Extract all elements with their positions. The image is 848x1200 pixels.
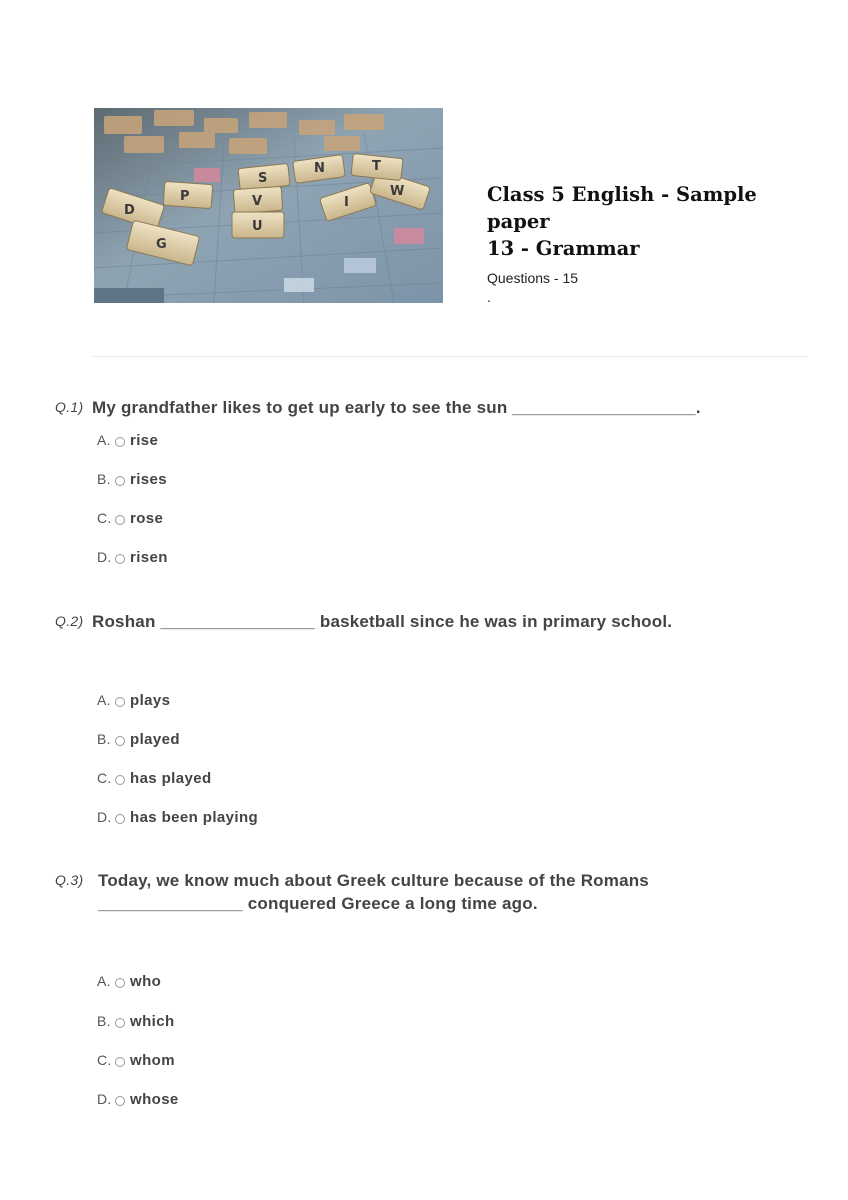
option-a[interactable] — [97, 971, 161, 991]
scrabble-tiles-photo-icon — [94, 108, 443, 303]
option-text: plays — [130, 691, 171, 709]
header-divider — [93, 356, 808, 357]
radio-button[interactable] — [115, 736, 125, 746]
option-letter: D. — [97, 1091, 112, 1107]
option-letter: A. — [97, 432, 111, 448]
option-letter: C. — [97, 510, 112, 526]
option-letter: C. — [97, 1052, 112, 1068]
option-text: whom — [130, 1051, 175, 1069]
option-text: risen — [130, 548, 168, 566]
svg-text:U: U — [252, 219, 263, 234]
svg-text:P: P — [180, 189, 190, 204]
svg-text:T: T — [372, 159, 381, 174]
radio-button[interactable] — [115, 775, 125, 785]
svg-text:I: I — [344, 195, 349, 210]
option-text: rises — [130, 470, 168, 488]
option-letter: D. — [97, 809, 112, 825]
question-number: Q.2) — [55, 613, 84, 629]
title-block — [487, 181, 807, 304]
option-letter: A. — [97, 692, 111, 708]
svg-text:D: D — [124, 203, 135, 218]
option-letter: D. — [97, 549, 112, 565]
option-text: rose — [130, 509, 164, 527]
option-a[interactable] — [97, 690, 170, 710]
radio-button[interactable] — [115, 515, 125, 525]
question-number: Q.1) — [55, 399, 84, 415]
radio-button[interactable] — [115, 814, 125, 824]
option-letter: A. — [97, 973, 111, 989]
option-c[interactable] — [97, 508, 163, 528]
radio-button[interactable] — [115, 476, 125, 486]
option-a[interactable] — [97, 430, 158, 450]
option-text: played — [130, 730, 180, 748]
radio-button[interactable] — [115, 978, 125, 988]
radio-button[interactable] — [115, 697, 125, 707]
radio-button[interactable] — [115, 1057, 125, 1067]
subtitle-dot: . — [487, 289, 491, 305]
radio-button[interactable] — [115, 1096, 125, 1106]
option-text: has been playing — [130, 808, 259, 826]
question-text: My grandfather likes to get up early to see the sun ___________________. — [92, 398, 701, 417]
option-text: has played — [130, 769, 212, 787]
option-b[interactable] — [97, 469, 167, 489]
option-text: whose — [130, 1090, 179, 1108]
question-text: Roshan ________________ basketball since he was in primary school. — [92, 612, 673, 631]
option-c[interactable] — [97, 768, 212, 788]
option-b[interactable] — [97, 729, 180, 749]
option-d[interactable] — [97, 807, 258, 827]
option-letter: B. — [97, 1013, 111, 1029]
option-d[interactable] — [97, 547, 168, 567]
svg-text:W: W — [390, 184, 405, 199]
option-letter: C. — [97, 770, 112, 786]
question-text: Today, we know much about Greek culture because of the Romans _______________ conquered Greece a long time ago. — [98, 871, 649, 913]
option-letter: B. — [97, 731, 111, 747]
svg-text:N: N — [314, 161, 325, 176]
option-d[interactable] — [97, 1089, 179, 1109]
radio-button[interactable] — [115, 1018, 125, 1028]
option-text: who — [130, 972, 162, 990]
question-number: Q.3) — [55, 872, 84, 888]
cover-image — [94, 108, 443, 303]
option-text: which — [130, 1012, 175, 1030]
svg-text:G: G — [156, 237, 167, 252]
option-letter: B. — [97, 471, 111, 487]
svg-text:S: S — [258, 171, 268, 186]
paper-title: Class 5 English - Sample paper 13 - Grammar — [487, 183, 757, 260]
questions-count: Questions - 15 — [487, 270, 579, 286]
option-b[interactable] — [97, 1011, 175, 1031]
option-text: rise — [130, 431, 159, 449]
option-c[interactable] — [97, 1050, 175, 1070]
radio-button[interactable] — [115, 554, 125, 564]
radio-button[interactable] — [115, 437, 125, 447]
svg-text:V: V — [252, 194, 263, 209]
